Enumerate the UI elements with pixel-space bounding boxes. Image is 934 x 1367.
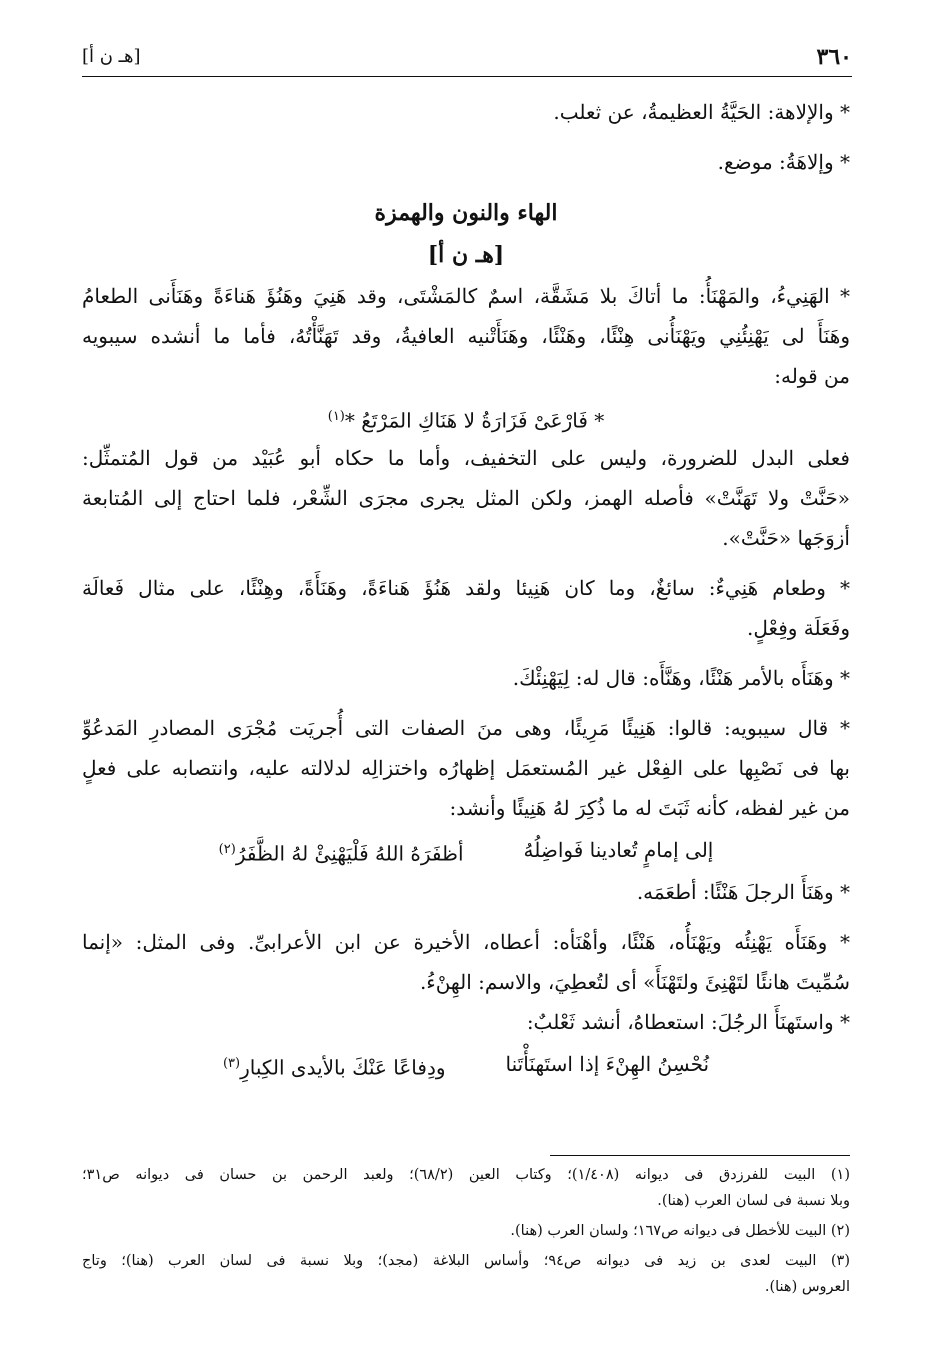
footnote-line: وبلا نسبة فى لسان العرب (هنا). <box>657 1193 850 1209</box>
footnote-rule <box>550 1155 850 1156</box>
hemistich-second <box>223 1042 446 1086</box>
paragraph-line: * وهَنَأَ الرجلَ هَنْئًا: أطعَمَه. <box>636 880 850 904</box>
paragraph-line: أزوَجَها «حَنَّتْ». <box>722 526 850 550</box>
paragraph-line: سُمِّيتَ هانئًا لتَهْنِئَ ولتَهْنَأَ» أى لتُعطِيَ، والاسم: الهِنْءُ. <box>419 970 850 994</box>
paragraph-line: وفَعَلَة وفِعْلٍ. <box>747 616 850 640</box>
paragraph-line: من غير لفظه، كأنه ثَبَتَ له ما ذُكِرَ لهُ هَنِيئًا وأنشد: <box>449 796 850 820</box>
footnote-line: (٢) البيت للأخطل فى ديوانه ص١٦٧؛ ولسان العرب (هنا). <box>510 1223 850 1239</box>
page-body <box>82 92 850 1086</box>
hemistich-text: أظفَرَهُ اللهُ فَلْيَهْنِئْ لهُ الظَّفَرُ <box>235 841 464 866</box>
verse-text: * فَارْعَىْ فَزَارَةُ لا هَنَاكِ المَرْتَعُ * <box>344 408 605 433</box>
paragraph-line: من قوله: <box>774 364 850 388</box>
footnote-marker: (١) <box>327 409 345 424</box>
paragraph-line: فعلى البدل للضرورة، وليس على التخفيف، وأما ما حكاه أبو عُبَيْد من قول المُتمثِّل: <box>82 446 850 470</box>
couplet <box>82 1042 850 1086</box>
paragraph-line: * وطعام هَنِيءٌ: سائغٌ، وما كان هَنِيئا ولقد هَنُؤَ هَناءَةً، وهَنَأَةً، وهِنْئًا، على مثال فَعالَة <box>82 576 850 600</box>
footnote-line: العروس (هنا). <box>764 1279 850 1295</box>
footnotes <box>82 1155 850 1300</box>
paragraph-line: * وهَنَأَه يَهْنِئُه ويَهْنَأُه، هَنْئًا، وأهْنَأه: أعطاه، الأخيرة عن ابن الأعرابىِّ. وفى المثل: «إنما <box>82 930 850 954</box>
entry-line: * والإلاهة: الحَيَّةُ العظيمةُ، عن ثعلب. <box>553 100 850 124</box>
hemistich-second <box>219 828 464 872</box>
running-head: [هـ ن أ] <box>82 46 141 67</box>
footnote-marker: (٢) <box>218 842 236 857</box>
paragraph-line: وهَنَأَ لى يَهْنِئُنِي ويَهْنَأُنى هِنْئًا، وهَنْئًا، وهَنَأَتْنيه العافيةُ، وقد تَهَنَّأْتُهُ، فأما ما أنشده سيبويه <box>82 324 850 348</box>
footnote-marker: (٣) <box>222 1056 241 1071</box>
paragraph-line: * واستَهنَأَ الرجُلَ: استعطاهُ، أنشد ثَعْلبٌ: <box>526 1010 850 1034</box>
entry-line: * وإلاهَةُ: موضع. <box>717 150 850 174</box>
paragraph-line: بها فى نَصْبِها على الفِعْل غير المُستعمَل إظهارُه واختزالِه لدلالته عليه، وانتصابه على فعلٍ <box>82 756 850 780</box>
paragraph-line: «حَنَّتْ ولا تَهَنَّتْ» فأصله الهمز، ولكن المثل يجرى مجرَى الشِّعْر، فلما احتاج إلى المُتابعة <box>82 486 850 510</box>
page-header <box>82 42 852 77</box>
hemistich-text: ودِفاعًا عَنْكَ بالأيدى الكِبارِ <box>240 1055 446 1080</box>
section-title: الهاء والنون والهمزة <box>374 200 558 226</box>
paragraph-line: * وهَنَأَه بالأمر هَنْئًا، وهَنَّأَه: قال له: لِيَهْنِئْكَ. <box>512 666 850 690</box>
verse-line <box>82 396 850 438</box>
paragraph-line: * قال سيبويه: قالوا: هَنِيئًا مَرِيئًا، وهى منَ الصفات التى أُجريَت مُجْرَى المصادرِ المَدعُوِّ <box>82 716 850 740</box>
hemistich-first: إلى إمامٍ تُعادينا فَواضِلُهُ <box>523 838 714 862</box>
hemistich-first: نُحْسِنُ الهِنْءَ إذا استَهنَأْتَنا <box>505 1052 710 1076</box>
page-number: ٣٦٠ <box>816 44 852 70</box>
couplet <box>82 828 850 872</box>
footnote-line: (٣) البيت لعدى بن زيد فى ديوانه ص٩٤؛ وأساس البلاغة (مجد)؛ وبلا نسبة فى لسان العرب (هنا)؛ وتاج <box>82 1253 850 1269</box>
footnote-line: (١) البيت للفرزدق فى ديوانه (١/٤٠٨)؛ وكتاب العين (٦٨/٢)؛ ولعبد الرحمن بن حسان فى ديوانه ص٣١؛ <box>82 1167 850 1183</box>
paragraph-line: * الهَنِيءُ، والمَهْنَأُ: ما أتاكَ بلا مَشَقَّة، اسمٌ كالمَشْتَى، وقد هَنِيَ وهَنُؤَ هَناءَةً وهَنَأَنى الطعامُ <box>82 284 850 308</box>
root-title: [هـ ن أ] <box>427 242 505 268</box>
